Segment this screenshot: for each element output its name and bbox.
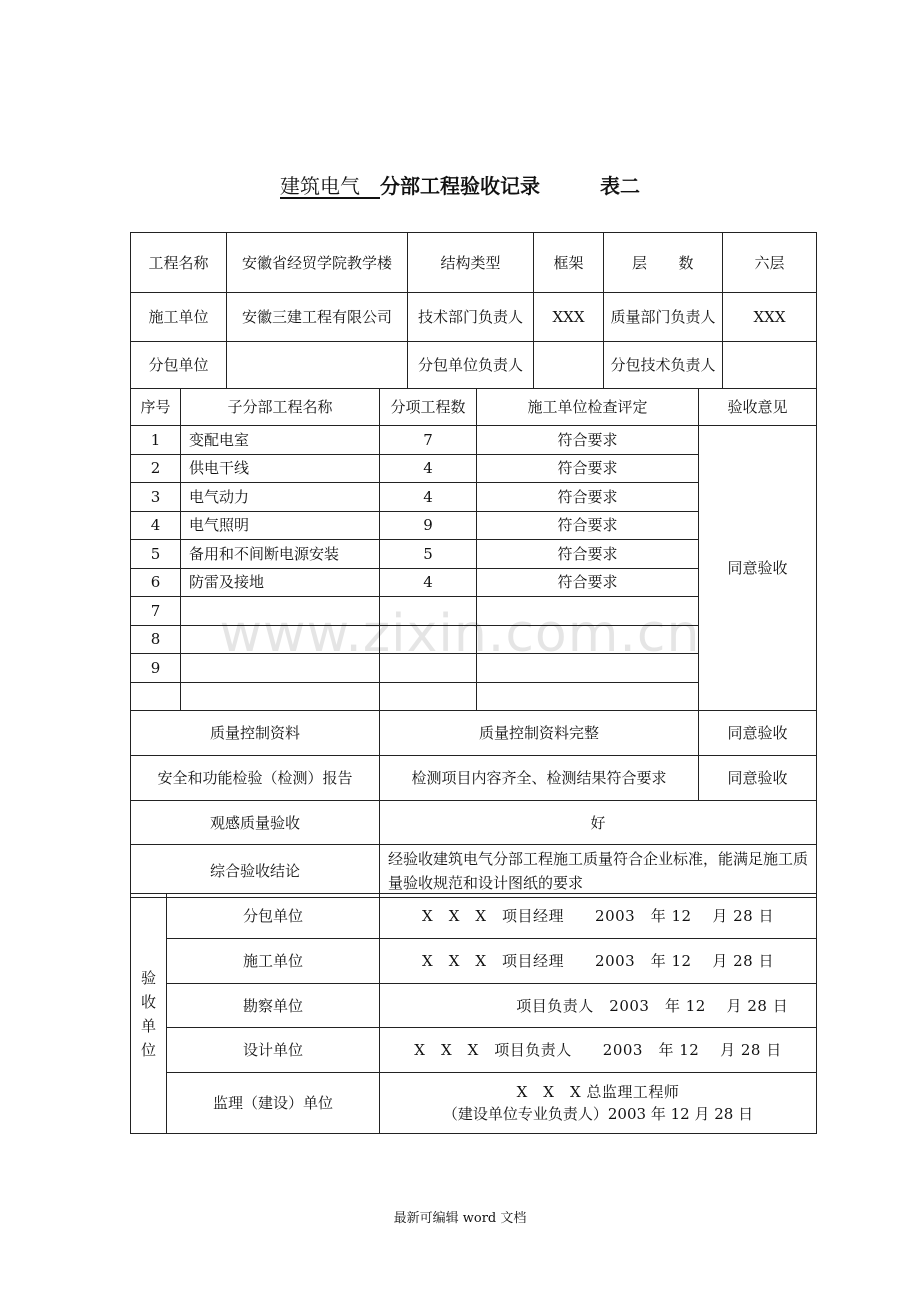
row-eval: 符合要求	[477, 426, 699, 455]
safety-value: 检测项目内容齐全、检测结果符合要求	[380, 756, 699, 801]
conclusion-value: 经验收建筑电气分部工程施工质量符合企业标准，能满足施工质量验收规范和设计图纸的要求	[380, 845, 817, 898]
appearance-value: 好	[380, 801, 817, 845]
row-name	[181, 625, 380, 654]
sub-tech-head-label: 分包技术负责人	[604, 342, 723, 389]
row-name: 电气动力	[181, 483, 380, 512]
appearance-label: 观感质量验收	[131, 801, 380, 845]
supervisor-line-1: X X X 总监理工程师	[516, 1083, 680, 1101]
floors-value: 六层	[723, 233, 817, 293]
title-table-no: 表二	[600, 174, 640, 198]
row-name	[181, 654, 380, 683]
row-name: 电气照明	[181, 511, 380, 540]
row-count: 7	[380, 426, 477, 455]
sub-head-value	[534, 342, 604, 389]
row-no: 1	[131, 426, 181, 455]
row-name	[181, 597, 380, 626]
row-no: 3	[131, 483, 181, 512]
document-title	[0, 170, 920, 199]
row-eval: 符合要求	[477, 483, 699, 512]
safety-label: 安全和功能检验（检测）报告	[131, 756, 380, 801]
items-opinion: 同意验收	[699, 426, 817, 711]
row-count: 5	[380, 540, 477, 569]
project-name-label: 工程名称	[131, 233, 227, 293]
row-no: 9	[131, 654, 181, 683]
supervisor-signature	[380, 1073, 817, 1134]
row-name: 防雷及接地	[181, 568, 380, 597]
structure-label: 结构类型	[408, 233, 534, 293]
col-name-header: 子分部工程名称	[181, 389, 380, 426]
contractor-value: 安徽三建工程有限公司	[227, 293, 408, 342]
row-count: 4	[380, 483, 477, 512]
signoff-unit: 勘察单位	[167, 984, 380, 1028]
quality-head-value: XXX	[723, 293, 817, 342]
safety-opinion: 同意验收	[699, 756, 817, 801]
supervisor-line-2: （建设单位专业负责人）2003 年 12 月 28 日	[442, 1105, 754, 1123]
row-count: 4	[380, 454, 477, 483]
items-table	[130, 388, 817, 711]
project-info-table	[130, 232, 817, 389]
table-row	[131, 426, 817, 455]
project-name-value: 安徽省经贸学院教学楼	[227, 233, 408, 293]
signoff-signature: X X X 项目经理 2003 年 12 月 28 日	[380, 894, 817, 939]
watermark: www.zixin.com.cn	[219, 604, 701, 664]
col-eval-header: 施工单位检查评定	[477, 389, 699, 426]
row-eval	[477, 625, 699, 654]
tech-head-label: 技术部门负责人	[408, 293, 534, 342]
subcontractor-value	[227, 342, 408, 389]
signoff-unit: 施工单位	[167, 939, 380, 984]
row-no: 6	[131, 568, 181, 597]
signoff-unit: 设计单位	[167, 1028, 380, 1073]
row-eval	[477, 654, 699, 683]
row-name	[181, 682, 380, 711]
row-no: 2	[131, 454, 181, 483]
floors-label: 层 数	[604, 233, 723, 293]
signoff-table	[130, 893, 817, 1134]
conclusion-label: 综合验收结论	[131, 845, 380, 898]
quality-docs-value: 质量控制资料完整	[380, 711, 699, 756]
row-eval: 符合要求	[477, 454, 699, 483]
row-no: 7	[131, 597, 181, 626]
signoff-signature: X X X 项目经理 2003 年 12 月 28 日	[380, 939, 817, 984]
row-eval	[477, 597, 699, 626]
col-opinion-header: 验收意见	[699, 389, 817, 426]
tech-head-value: XXX	[534, 293, 604, 342]
row-no: 4	[131, 511, 181, 540]
page-footer: 最新可编辑 word 文档	[393, 1211, 527, 1226]
summary-table	[130, 710, 817, 898]
row-count	[380, 654, 477, 683]
row-eval	[477, 682, 699, 711]
row-eval: 符合要求	[477, 568, 699, 597]
signoff-unit: 分包单位	[167, 894, 380, 939]
col-no-header: 序号	[131, 389, 181, 426]
quality-docs-opinion: 同意验收	[699, 711, 817, 756]
row-count: 9	[380, 511, 477, 540]
row-count	[380, 625, 477, 654]
row-name: 供电干线	[181, 454, 380, 483]
quality-head-label: 质量部门负责人	[604, 293, 723, 342]
row-count	[380, 597, 477, 626]
sub-tech-head-value	[723, 342, 817, 389]
title-discipline: 建筑电气	[280, 174, 360, 198]
title-main: 分部工程验收记录	[380, 174, 540, 198]
row-eval: 符合要求	[477, 511, 699, 540]
row-no	[131, 682, 181, 711]
row-no: 8	[131, 625, 181, 654]
row-name: 备用和不间断电源安装	[181, 540, 380, 569]
signoff-group-label: 验 收 单 位	[131, 894, 167, 1134]
signoff-signature: 项目负责人 2003 年 12 月 28 日	[380, 984, 817, 1028]
row-name: 变配电室	[181, 426, 380, 455]
row-count: 4	[380, 568, 477, 597]
supervisor-unit: 监理（建设）单位	[167, 1073, 380, 1134]
signoff-signature: X X X 项目负责人 2003 年 12 月 28 日	[380, 1028, 817, 1073]
row-count	[380, 682, 477, 711]
contractor-label: 施工单位	[131, 293, 227, 342]
structure-value: 框架	[534, 233, 604, 293]
row-eval: 符合要求	[477, 540, 699, 569]
col-count-header: 分项工程数	[380, 389, 477, 426]
sub-head-label: 分包单位负责人	[408, 342, 534, 389]
quality-docs-label: 质量控制资料	[131, 711, 380, 756]
subcontractor-label: 分包单位	[131, 342, 227, 389]
row-no: 5	[131, 540, 181, 569]
